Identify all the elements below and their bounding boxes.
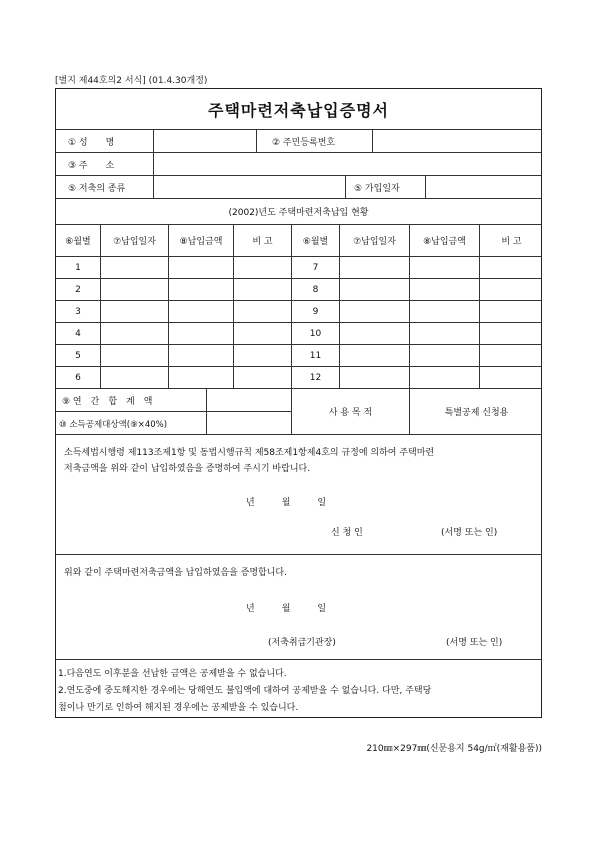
name-row	[56, 129, 541, 152]
request-date-line: 년 월 일	[246, 498, 327, 508]
date-cell[interactable]	[100, 345, 168, 366]
address-row	[56, 152, 541, 175]
col-month-left: ⑥월별	[65, 237, 91, 247]
annual-total-label: ⑨ 연 간 합 계 액	[56, 389, 206, 412]
date-cell[interactable]	[100, 279, 168, 300]
amount-cell[interactable]	[168, 367, 233, 388]
deduction-label: ⑩ 소득공제대상액(⑨×40%)	[59, 419, 168, 430]
purpose-label: 사 용 목 적	[291, 389, 409, 434]
applicant-sign-label: (서명 또는 인)	[441, 528, 498, 538]
join-date-input[interactable]	[425, 176, 543, 198]
address-label: ③ 주 소	[68, 160, 115, 171]
title-row	[56, 89, 541, 129]
table-header-row	[56, 224, 541, 256]
date-cell[interactable]	[100, 301, 168, 322]
remark-cell[interactable]	[479, 345, 543, 366]
form-title: 주택마련저축납입증명서	[207, 100, 390, 120]
purpose-value: 특별공제 신청용	[409, 389, 543, 434]
request-text-line1: 소득세법시행령 제113조제1항 및 동법시행규칙 제58조제1항제4호의 규정에 의하여 주택마련	[64, 448, 435, 458]
month-cell: 8	[291, 279, 339, 300]
remark-cell[interactable]	[479, 367, 543, 388]
applicant-label: 신 청 인	[331, 528, 363, 538]
month-cell: 6	[75, 372, 81, 383]
col-amount-left: ⑧납입금액	[168, 225, 233, 256]
amount-cell[interactable]	[409, 323, 479, 344]
note-2-line2: 첨이나 만기로 인하여 해지된 경우에는 공제받을 수 있습니다.	[58, 703, 299, 713]
amount-cell[interactable]	[168, 301, 233, 322]
month-cell: 9	[291, 301, 339, 322]
col-date-left: ⑦납입일자	[100, 225, 168, 256]
form-number-header: [별지 제44호의2 서식] (01.4.30개정)	[55, 76, 208, 86]
date-cell[interactable]	[339, 367, 409, 388]
note-2-line1: 2.연도중에 중도해지한 경우에는 당해연도 불입액에 대하여 공제받을 수 없습니다. 다만, 주택당	[58, 686, 432, 696]
month-cell: 7	[291, 257, 339, 278]
month-cell: 11	[291, 345, 339, 366]
remark-cell[interactable]	[233, 257, 291, 278]
remark-cell[interactable]	[479, 323, 543, 344]
col-remark-left: 비 고	[233, 225, 291, 256]
table-row	[56, 300, 541, 322]
date-cell[interactable]	[339, 323, 409, 344]
amount-cell[interactable]	[409, 345, 479, 366]
col-amount-right: ⑧납입금액	[409, 225, 479, 256]
date-cell[interactable]	[100, 367, 168, 388]
month-cell: 10	[291, 323, 339, 344]
month-cell: 2	[75, 284, 81, 295]
remark-cell[interactable]	[479, 257, 543, 278]
table-row	[56, 278, 541, 300]
name-input[interactable]	[153, 130, 256, 152]
savings-type-row	[56, 175, 541, 198]
date-cell[interactable]	[100, 323, 168, 344]
remark-cell[interactable]	[233, 323, 291, 344]
address-input[interactable]	[153, 153, 543, 175]
amount-cell[interactable]	[168, 345, 233, 366]
certificate-form	[55, 88, 542, 718]
month-cell: 4	[75, 328, 81, 339]
remark-cell[interactable]	[233, 367, 291, 388]
amount-cell[interactable]	[168, 323, 233, 344]
col-date-right: ⑦납입일자	[339, 225, 409, 256]
table-row	[56, 322, 541, 344]
date-cell[interactable]	[339, 345, 409, 366]
certification-section	[56, 554, 541, 659]
rrn-label: ② 주민등록번호	[256, 130, 372, 152]
request-section	[56, 434, 541, 554]
date-cell[interactable]	[100, 257, 168, 278]
join-date-label: ⑤ 가입일자	[345, 176, 425, 198]
status-title: (2002)년도 주택마련저축납입 현황	[228, 208, 369, 218]
rrn-input[interactable]	[372, 130, 543, 152]
paper-spec: 210㎜×297㎜(신문용지 54g/㎡(재활용품))	[366, 744, 542, 754]
table-row	[56, 366, 541, 388]
date-cell[interactable]	[339, 301, 409, 322]
status-title-row	[56, 198, 541, 224]
summary-row	[56, 388, 541, 434]
date-cell[interactable]	[339, 279, 409, 300]
annual-total-input[interactable]	[206, 389, 291, 412]
deduction-input[interactable]	[206, 412, 291, 435]
table-row	[56, 344, 541, 366]
savings-type-label: ⑤ 저축의 종류	[68, 183, 126, 194]
remark-cell[interactable]	[233, 345, 291, 366]
month-cell: 5	[75, 350, 81, 361]
col-month-right: ⑥월별	[291, 225, 339, 256]
note-1: 1.다음연도 이후분을 선납한 금액은 공제받을 수 없습니다.	[58, 669, 287, 679]
remark-cell[interactable]	[479, 301, 543, 322]
table-row	[56, 256, 541, 278]
month-cell: 3	[75, 306, 81, 317]
remark-cell[interactable]	[479, 279, 543, 300]
institution-label: (저축취급기관장)	[268, 638, 336, 648]
month-cell: 12	[291, 367, 339, 388]
amount-cell[interactable]	[409, 301, 479, 322]
month-cell: 1	[75, 262, 81, 273]
amount-cell[interactable]	[168, 279, 233, 300]
col-remark-right: 비 고	[479, 225, 543, 256]
institution-sign-label: (서명 또는 인)	[446, 638, 503, 648]
name-label: ① 성 명	[68, 137, 115, 148]
certification-text: 위와 같이 주택마련저축금액을 납입하였음을 증명합니다.	[64, 568, 287, 578]
amount-cell[interactable]	[409, 257, 479, 278]
certification-date-line: 년 월 일	[246, 604, 327, 614]
date-cell[interactable]	[339, 257, 409, 278]
remark-cell[interactable]	[233, 301, 291, 322]
notes-section	[56, 659, 541, 717]
amount-cell[interactable]	[409, 367, 479, 388]
savings-type-input[interactable]	[153, 176, 345, 198]
amount-cell[interactable]	[168, 257, 233, 278]
amount-cell[interactable]	[409, 279, 479, 300]
request-text-line2: 저축금액을 위와 같이 납입하였음을 증명하여 주시기 바랍니다.	[64, 464, 311, 474]
remark-cell[interactable]	[233, 279, 291, 300]
